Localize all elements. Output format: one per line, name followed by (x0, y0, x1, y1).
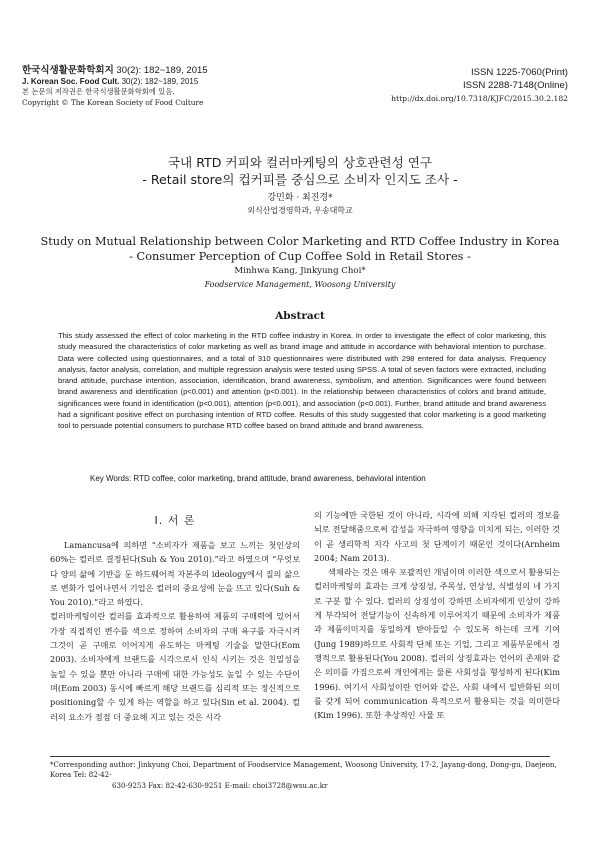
right-paragraph-1: 의 기능에만 국한된 것이 아니라, 시각에 의해 지각된 컬러의 정보를 뇌로 전달해줌으로써 감성을 자극하여 영향을 미치게 되는, 이러한 것이 곧 생리학적 지각 사고의 첫 단계이기 때문인 것이다(Arnheim 2004; Nam 2013). (314, 510, 560, 563)
abstract-heading: Abstract (275, 310, 325, 322)
journal-volume-en: 30(2): 182~189, 2015 (119, 76, 199, 86)
keywords (90, 474, 426, 483)
corresponding-author-footnote (50, 760, 560, 791)
authors-ko: 강민화 · 최진경* (267, 193, 333, 203)
paper-title-en (0, 234, 600, 264)
issn-block (391, 66, 568, 103)
keywords-label: Key Words: (90, 474, 132, 483)
footnote-line-1: *Corresponding author: Jinkyung Choi, Department of Foodservice Management, Woosong University, 17-2, Jayang-dong, Dong-gu, Daejeon, Korea Tel: 82-42- (50, 760, 557, 780)
paper-title-ko (0, 154, 600, 188)
left-column (50, 538, 300, 724)
doi-link[interactable]: http://dx.doi.org/10.7318/KJFC/2015.30.2.182 (391, 94, 568, 103)
title-en-subtitle: - Consumer Perception of Cup Coffee Sold in Retail Stores - (129, 250, 471, 263)
title-ko-subtitle: - Retail store의 컵커피를 중심으로 소비자 인지도 조사 - (142, 172, 458, 187)
authors-en: Minhwa Kang, Jinkyung Choi* (234, 266, 366, 276)
keywords-text: RTD coffee, color marketing, brand attitude, brand awareness, behavioral intention (131, 474, 426, 483)
footnote-line-2: 630-9253 Fax: 82-42-630-9251 E-mail: choi3728@wsu.ac.kr (112, 780, 328, 790)
journal-header (22, 66, 342, 108)
journal-volume-ko: 30(2): 182~189, 2015 (113, 65, 208, 76)
affiliation-ko: 외식산업경영학과, 우송대학교 (247, 206, 353, 215)
right-column (314, 508, 560, 722)
title-ko-main: 국내 RTD 커피와 컬러마케팅의 상호관련성 연구 (167, 155, 433, 170)
left-paragraph-1: Lamancusa에 의하면 “소비자가 제품을 보고 느끼는 첫인상의 60%는 컬러로 결정된다(Suh & You 2010).”라고 하였으며 “무엇보다 양의 삶에 기반을 둔 하드웨어적 자본주의 ideology에서 질의 삶으로 변화가 일어나면서 기업은 컬러의 중요성에 눈을 뜨고 있다(Suh & You 2010).”라고 하였다. (50, 540, 300, 608)
journal-name-ko: 한국식생활문화학회지 (22, 65, 114, 76)
issn-online: ISSN 2288-7148(Online) (462, 80, 568, 91)
left-paragraph-2: 컬러마케팅이란 컬러를 효과적으로 활용하여 제품의 구매력에 있어서 가장 직접적인 변수를 색으로 정하여 소비자의 구매 욕구를 자극시켜 그것이 곧 구매로 이어지게 유도하는 마케팅 기술을 말한다(Eom 2003). 소비자에게 브랜드를 시각으로서 인식 시키는 것은 친밀성을 높일 수 있을 뿐만 아니라 구매에 대한 가능성도 높일 수 있는 수단이며(Eom 2003) 동시에 빠르게 해당 브랜드를 심리적 또는 정신적으로 positioning할 수 있게 하는 역할을 하고 있다(Sin et al. 2004). 컬러의 요소가 점점 더 중요해 지고 있는 것은 시각 (50, 611, 300, 722)
footnote-divider (50, 756, 550, 757)
section-heading-introduction: I. 서 론 (154, 514, 196, 527)
issn-print: ISSN 1225-7060(Print) (470, 67, 568, 78)
right-paragraph-2: 색채라는 것은 매우 포괄적인 개념이며 이러한 색으로서 활용되는 컬러마케팅의 효과는 크게 상징성, 주목성, 연상성, 식별성의 네 가지로 구분 할 수 있다. 컬러의 상징성이 강하면 소비자에게 인상이 강하게 부각되어 전달기능이 신속하게 이루어지기 때문에 소비자가 제품과 제품이미지를 동일하게 받아들일 수 있도록 하는데 크게 기여(Jung 1989)하므로 사회적 단체 또는 기업, 그리고 제품부문에서 경쟁적으로 활용된다(You 2008). 컬러의 상징효과는 언어의 존재와 같은 의미를 가짐으로써 개인에게는 물론 사회성을 형성하게 된다(Kim 1996). 여기서 사회성이란 언어와 같은, 사회 내에서 일반화된 의미를 갖게 되어 communication 목적으로서 활용되는 것을 의미한다(Kim 1996). 또한 추상적인 사물 또 (314, 567, 560, 721)
journal-title-ko (22, 66, 342, 77)
journal-name-en: J. Korean Soc. Food Cult. (22, 76, 120, 86)
affiliation-en: Foodservice Management, Woosong University (204, 280, 396, 289)
copyright-ko: 본 논문의 저작권은 한국식생활문화학회에 있음. (22, 87, 175, 96)
journal-title-en (22, 77, 342, 88)
copyright-en: Copyright © The Korean Society of Food Culture (22, 97, 204, 107)
abstract-body: This study assessed the effect of color marketing in the RTD coffee industry in Korea. In order to investigate the effect of color marketing, this study measured the characteristics of color marketing as well as brand image and attitude in accordance with behavioral intention to purchase. Data were collected using questionnaires, and a total of 310 questionnaires were distributed with 298 entered for data analysis. Frequency analysis, factor analysis, correlation, and multiple regression analysis were tested using SPSS. A total of seven factors were extracted, including brand attitude, purchase intention, association, identification, brand awareness, symbolism, and attention. Significances were found between brand awareness and identification (p<0.001) and attention (p<0.001). In the relationship between characteristics of colors and brand attitude, significances were found in identification (p<0.001), attention (p<0.001), and association (p<0.001). Further, brand attitude and brand awareness had a significant positive effect on purchasing intention of RTD coffee. Results of this study suggested that color marketing is a good marketing tool to persuade potential consumers to purchase RTD coffee based on brand attitude and brand awareness. (58, 331, 546, 431)
title-en-main: Study on Mutual Relationship between Color Marketing and RTD Coffee Industry in Korea (40, 235, 560, 248)
